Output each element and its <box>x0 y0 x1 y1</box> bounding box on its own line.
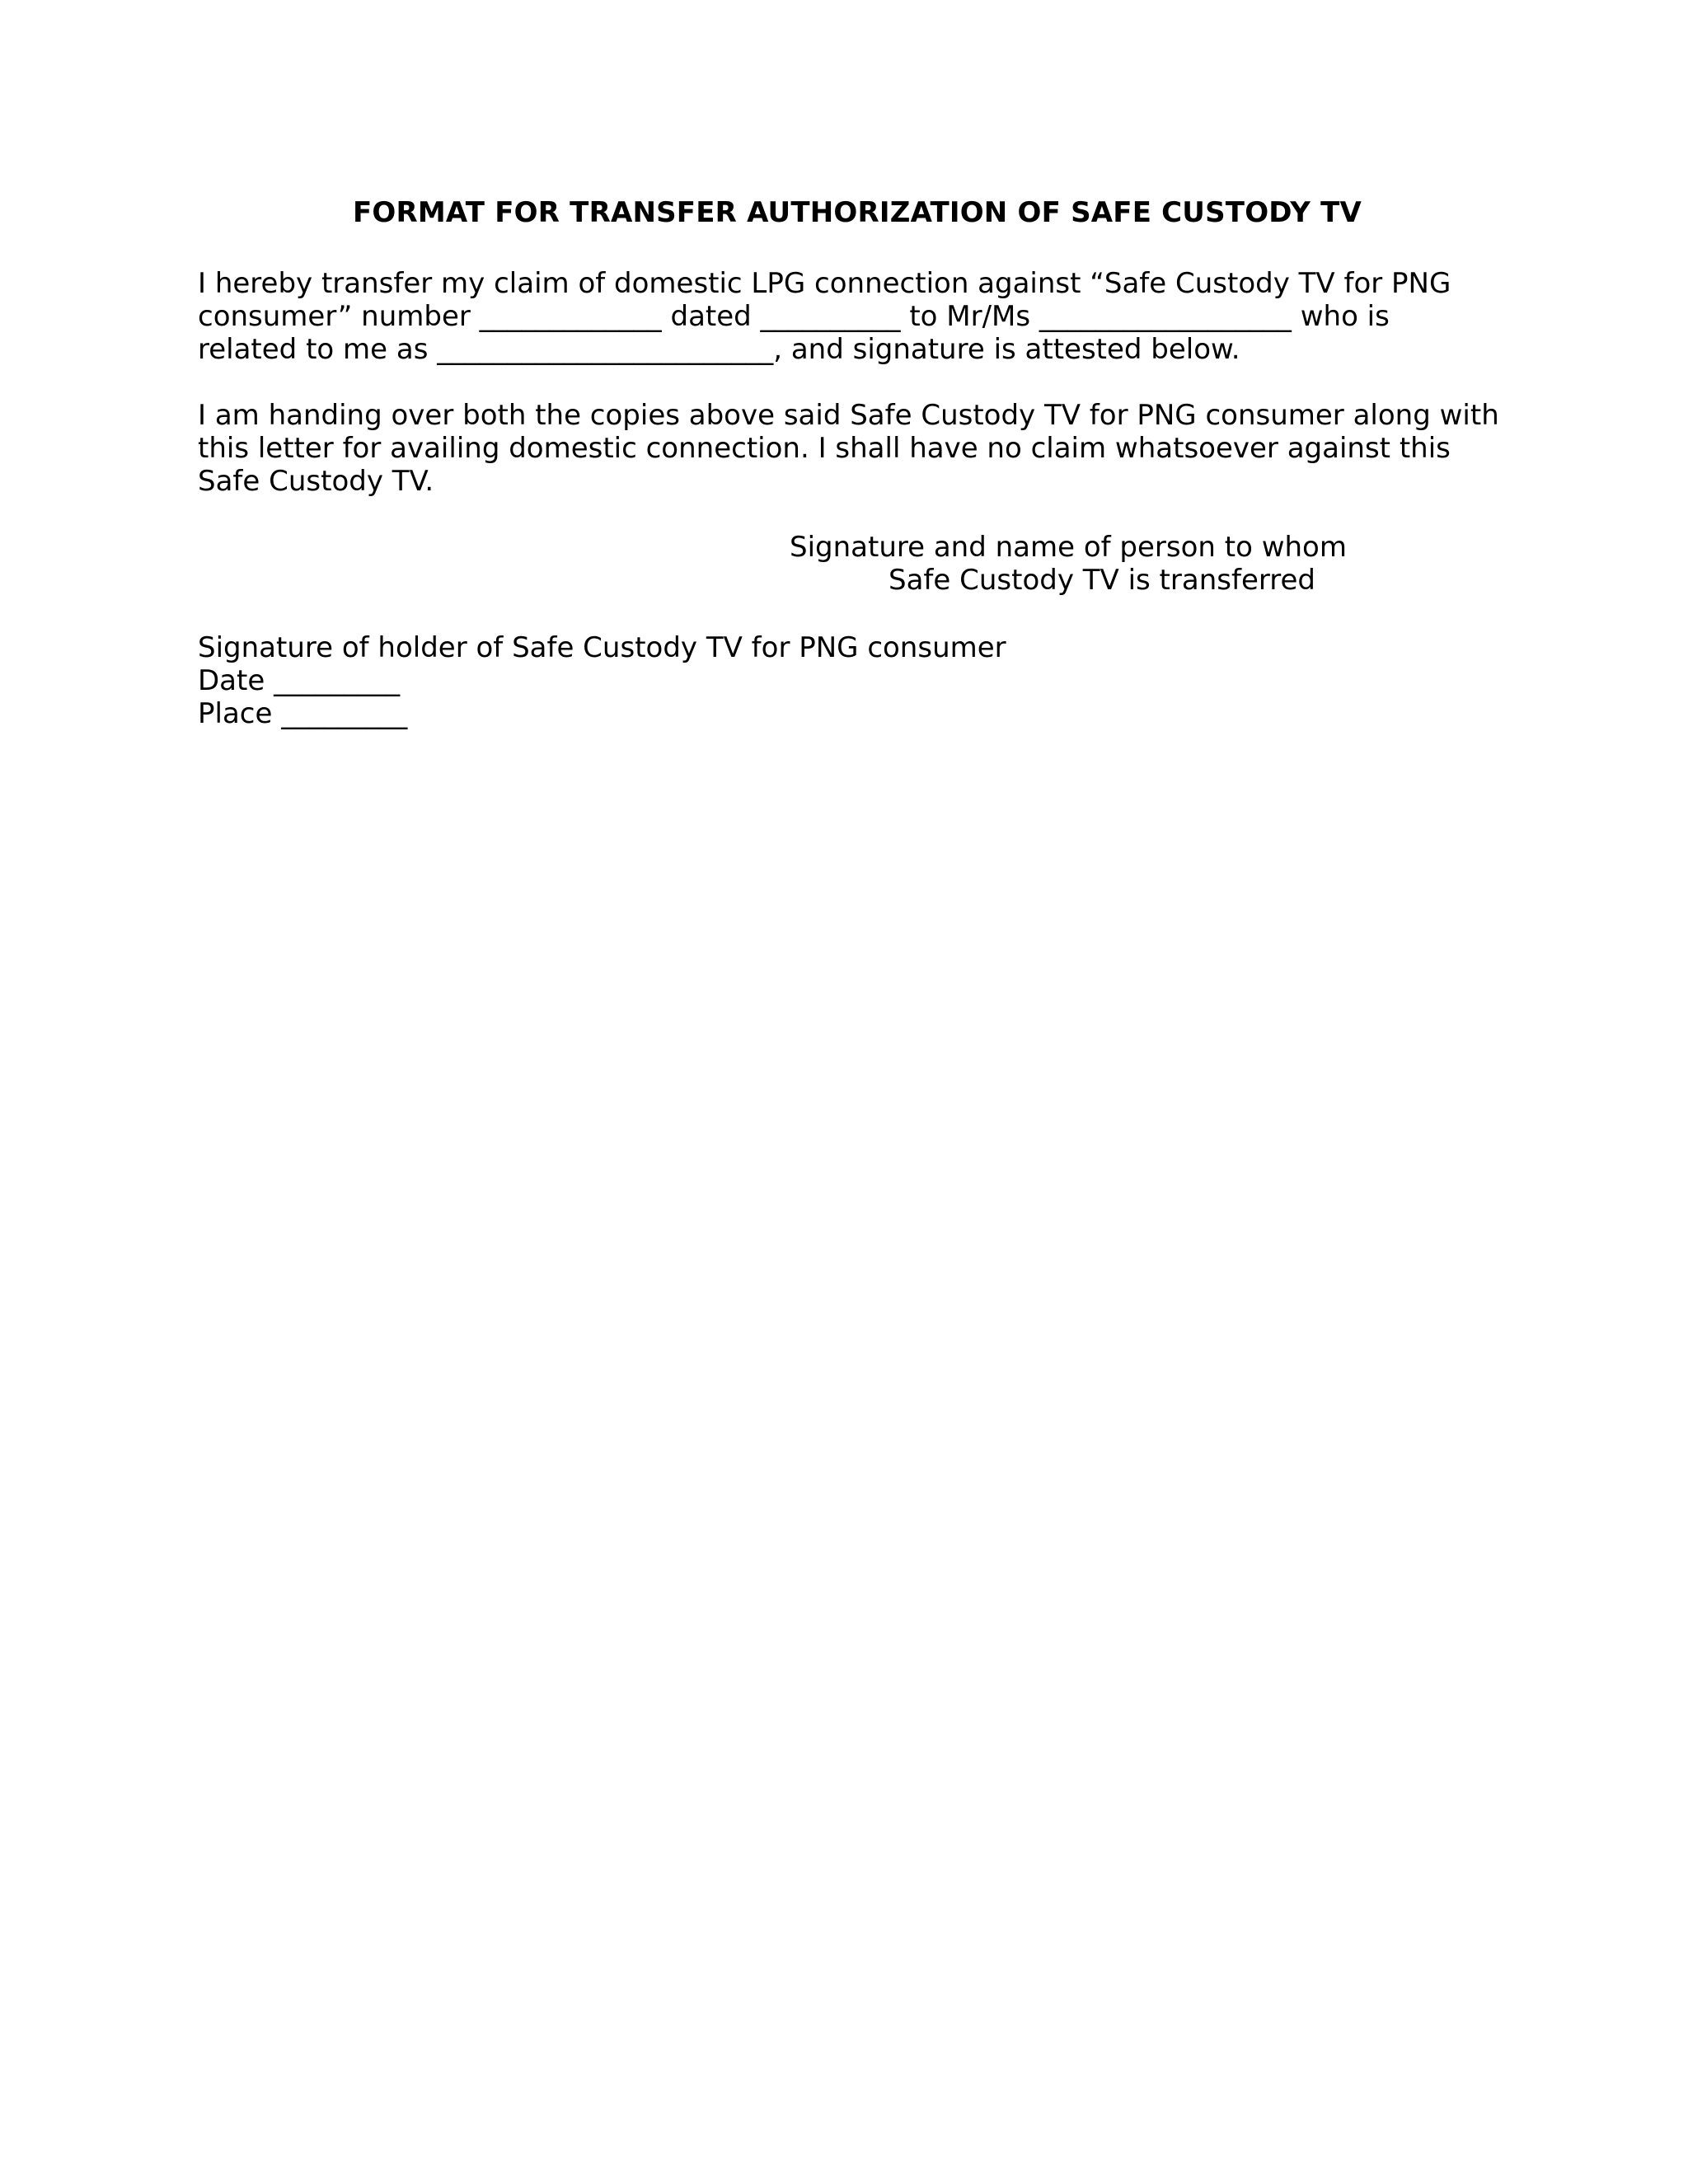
holder-signature-label: Signature of holder of Safe Custody TV for PNG consumer <box>198 631 1006 664</box>
date-field: Date _________ <box>198 664 401 697</box>
paragraph1-line2: consumer” number _____________ dated __________ to Mr/Ms __________________ who is <box>198 300 1390 333</box>
paragraph2-line2: this letter for availing domestic connection. I shall have no claim whatsoever against this <box>198 432 1451 465</box>
paragraph2-line1: I am handing over both the copies above said Safe Custody TV for PNG consumer along with <box>198 399 1499 432</box>
transferee-signature-line2: Safe Custody TV is transferred <box>889 564 1315 597</box>
paragraph1-line1: I hereby transfer my claim of domestic LPG connection against “Safe Custody TV for PNG <box>198 267 1451 300</box>
paragraph2-line3: Safe Custody TV. <box>198 465 434 498</box>
transferee-signature-line1: Signature and name of person to whom <box>790 531 1347 564</box>
paragraph1-line3: related to me as ________________________, and signature is attested below. <box>198 333 1240 366</box>
place-field: Place _________ <box>198 697 408 730</box>
document-title: FORMAT FOR TRANSFER AUTHORIZATION OF SAFE CUSTODY TV <box>352 196 1362 229</box>
